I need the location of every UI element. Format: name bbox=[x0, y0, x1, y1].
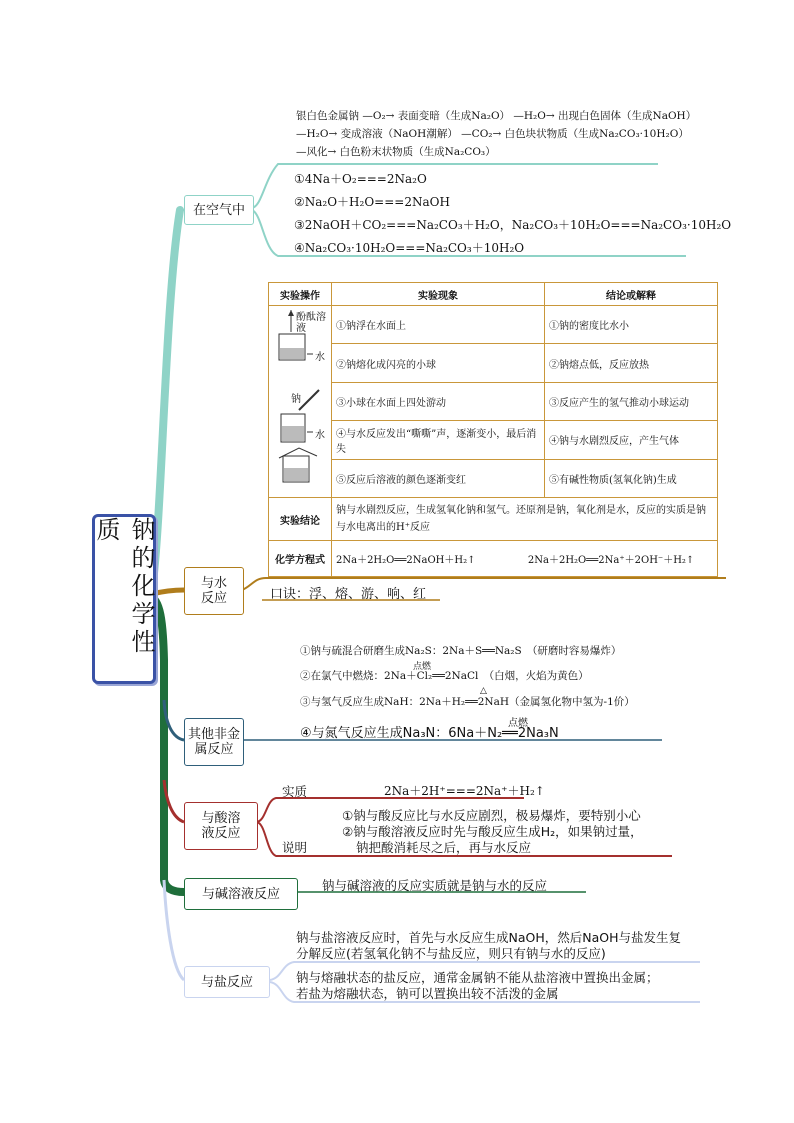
salt-text-1b: 分解反应(若氢氧化钠不与盐反应，则只有钠与水的反应) bbox=[296, 946, 606, 961]
base-text: 钠与碱溶液的反应实质就是钠与水的反应 bbox=[322, 878, 548, 893]
salt-text-2b: 若盐为熔融状态，钠可以置换出较不活泼的金属 bbox=[296, 986, 559, 1001]
salt-text-2a: 钠与熔融状态的盐反应，通常金属钠不能从盐溶液中置换出金属； bbox=[296, 970, 659, 985]
node-base-label: 与碱溶液反应 bbox=[201, 886, 280, 902]
table-header-operation: 实验操作 bbox=[269, 283, 332, 306]
air-process-line-3: —风化→ 白色粉末状物质（生成Na₂CO₃） bbox=[296, 146, 496, 158]
phenomenon-1: ①钠浮在水面上 bbox=[332, 306, 545, 344]
conclusion-text: 钠与水剧烈反应，生成氢氧化钠和氢气。还原剂是钠，氧化剂是水，反应的实质是钠与水电离出的H⁺反应 bbox=[332, 498, 718, 541]
acid-note-label: 说明 bbox=[282, 840, 308, 855]
air-eq-1: ①4Na＋O₂===2Na₂O bbox=[294, 172, 427, 186]
acid-essence-label: 实质 bbox=[282, 784, 308, 799]
phenomenon-3: ③小球在水面上四处游动 bbox=[332, 382, 545, 420]
label-water-1: 水 bbox=[315, 352, 325, 363]
phenomenon-4: ④与水反应发出“嘶嘶”声，逐渐变小，最后消失 bbox=[332, 421, 545, 459]
table-header-conclusion: 结论或解释 bbox=[545, 283, 718, 306]
acid-note-1: ①钠与酸反应比与水反应剧烈，极易爆炸，要特别小心 bbox=[342, 808, 641, 823]
nonmetal-item-4: ④与氮气反应生成Na₃N：6Na＋N₂══2Na₃N bbox=[300, 726, 559, 741]
title-box bbox=[92, 514, 156, 684]
air-process-line-1: 银白色金属钠 —O₂→ 表面变暗（生成Na₂O） —H₂O→ 出现白色固体（生成NaOH） bbox=[296, 110, 697, 122]
nonmetal-item-1: ①钠与硫混合研磨生成Na₂S：2Na＋S══Na₂S （研磨时容易爆炸） bbox=[300, 645, 622, 657]
label-sodium: 钠 bbox=[291, 394, 301, 405]
equation-cell bbox=[332, 541, 718, 577]
node-air bbox=[184, 195, 254, 225]
table-header-phenomenon: 实验现象 bbox=[332, 283, 545, 306]
conclusion-1: ①钠的密度比水小 bbox=[545, 306, 718, 344]
title-text: 钠的化学性质 bbox=[92, 517, 155, 657]
node-salt-label: 与盐反应 bbox=[200, 974, 253, 990]
air-eq-2: ②Na₂O＋H₂O===2NaOH bbox=[294, 195, 450, 209]
conclusion-3: ③反应产生的氢气推动小球运动 bbox=[545, 382, 718, 420]
water-equation-1: 2Na＋2H₂O══2NaOH＋H₂↑ bbox=[336, 555, 476, 566]
node-salt bbox=[184, 966, 270, 998]
conclusion-2: ②钠熔点低，反应放热 bbox=[545, 344, 718, 382]
label-water-2: 水 bbox=[315, 430, 325, 441]
air-eq-3: ③2NaOH＋CO₂===Na₂CO₃＋H₂O，Na₂CO₃＋10H₂O===Na₂CO₃·10H₂O bbox=[294, 218, 732, 232]
node-water-label: 与水反应 bbox=[200, 576, 227, 606]
node-nonmetal bbox=[184, 718, 244, 766]
cond-burn-2: 点燃 bbox=[508, 718, 528, 729]
node-nonmetal-label: 其他非金属反应 bbox=[187, 727, 240, 757]
label-phenol: 酚酞溶液 bbox=[296, 312, 326, 334]
node-air-label: 在空气中 bbox=[192, 202, 245, 218]
equation-label: 化学方程式 bbox=[269, 541, 332, 577]
phenomenon-2: ②钠熔化成闪亮的小球 bbox=[332, 344, 545, 382]
node-acid bbox=[184, 802, 258, 850]
conclusion-4: ④钠与水剧烈反应，产生气体 bbox=[545, 421, 718, 459]
node-base bbox=[184, 878, 298, 910]
experiment-table bbox=[268, 282, 718, 577]
node-acid-label: 与酸溶液反应 bbox=[201, 811, 241, 841]
acid-note-2: ②钠与酸溶液反应时先与酸反应生成H₂，如果钠过量， bbox=[342, 824, 643, 839]
water-mnemonic: 口诀：浮、熔、游、响、红 bbox=[270, 587, 427, 602]
acid-essence: 2Na＋2H⁺===2Na⁺＋H₂↑ bbox=[384, 784, 545, 798]
conclusion-label: 实验结论 bbox=[269, 498, 332, 541]
water-equation-2: 2Na＋2H₂O══2Na⁺＋2OH⁻＋H₂↑ bbox=[527, 555, 695, 566]
apparatus-cell bbox=[269, 306, 332, 498]
air-process-line-2: —H₂O→ 变成溶液（NaOH潮解） —CO₂→ 白色块状物质（生成Na₂CO₃·10H₂O） bbox=[296, 128, 689, 140]
node-water bbox=[184, 567, 244, 615]
cond-burn-1: 点燃 bbox=[413, 662, 432, 672]
salt-text-1a: 钠与盐溶液反应时，首先与水反应生成NaOH，然后NaOH与盐发生复 bbox=[296, 930, 681, 945]
air-eq-4: ④Na₂CO₃·10H₂O===Na₂CO₃＋10H₂O bbox=[294, 241, 525, 255]
conclusion-5: ⑤有碱性物质(氢氧化钠)生成 bbox=[545, 459, 718, 497]
phenomenon-5: ⑤反应后溶液的颜色逐渐变红 bbox=[332, 459, 545, 497]
acid-note-3: 钠把酸消耗尽之后，再与水反应 bbox=[356, 840, 532, 855]
nonmetal-item-3: ③与氢气反应生成NaH：2Na＋H₂══2NaH（金属氢化物中氢为-1价） bbox=[300, 696, 635, 708]
cond-heat: △ bbox=[480, 686, 487, 696]
nonmetal-item-2: ②在氯气中燃烧：2Na＋Cl₂══2NaCl （白烟，火焰为黄色） bbox=[300, 670, 589, 682]
